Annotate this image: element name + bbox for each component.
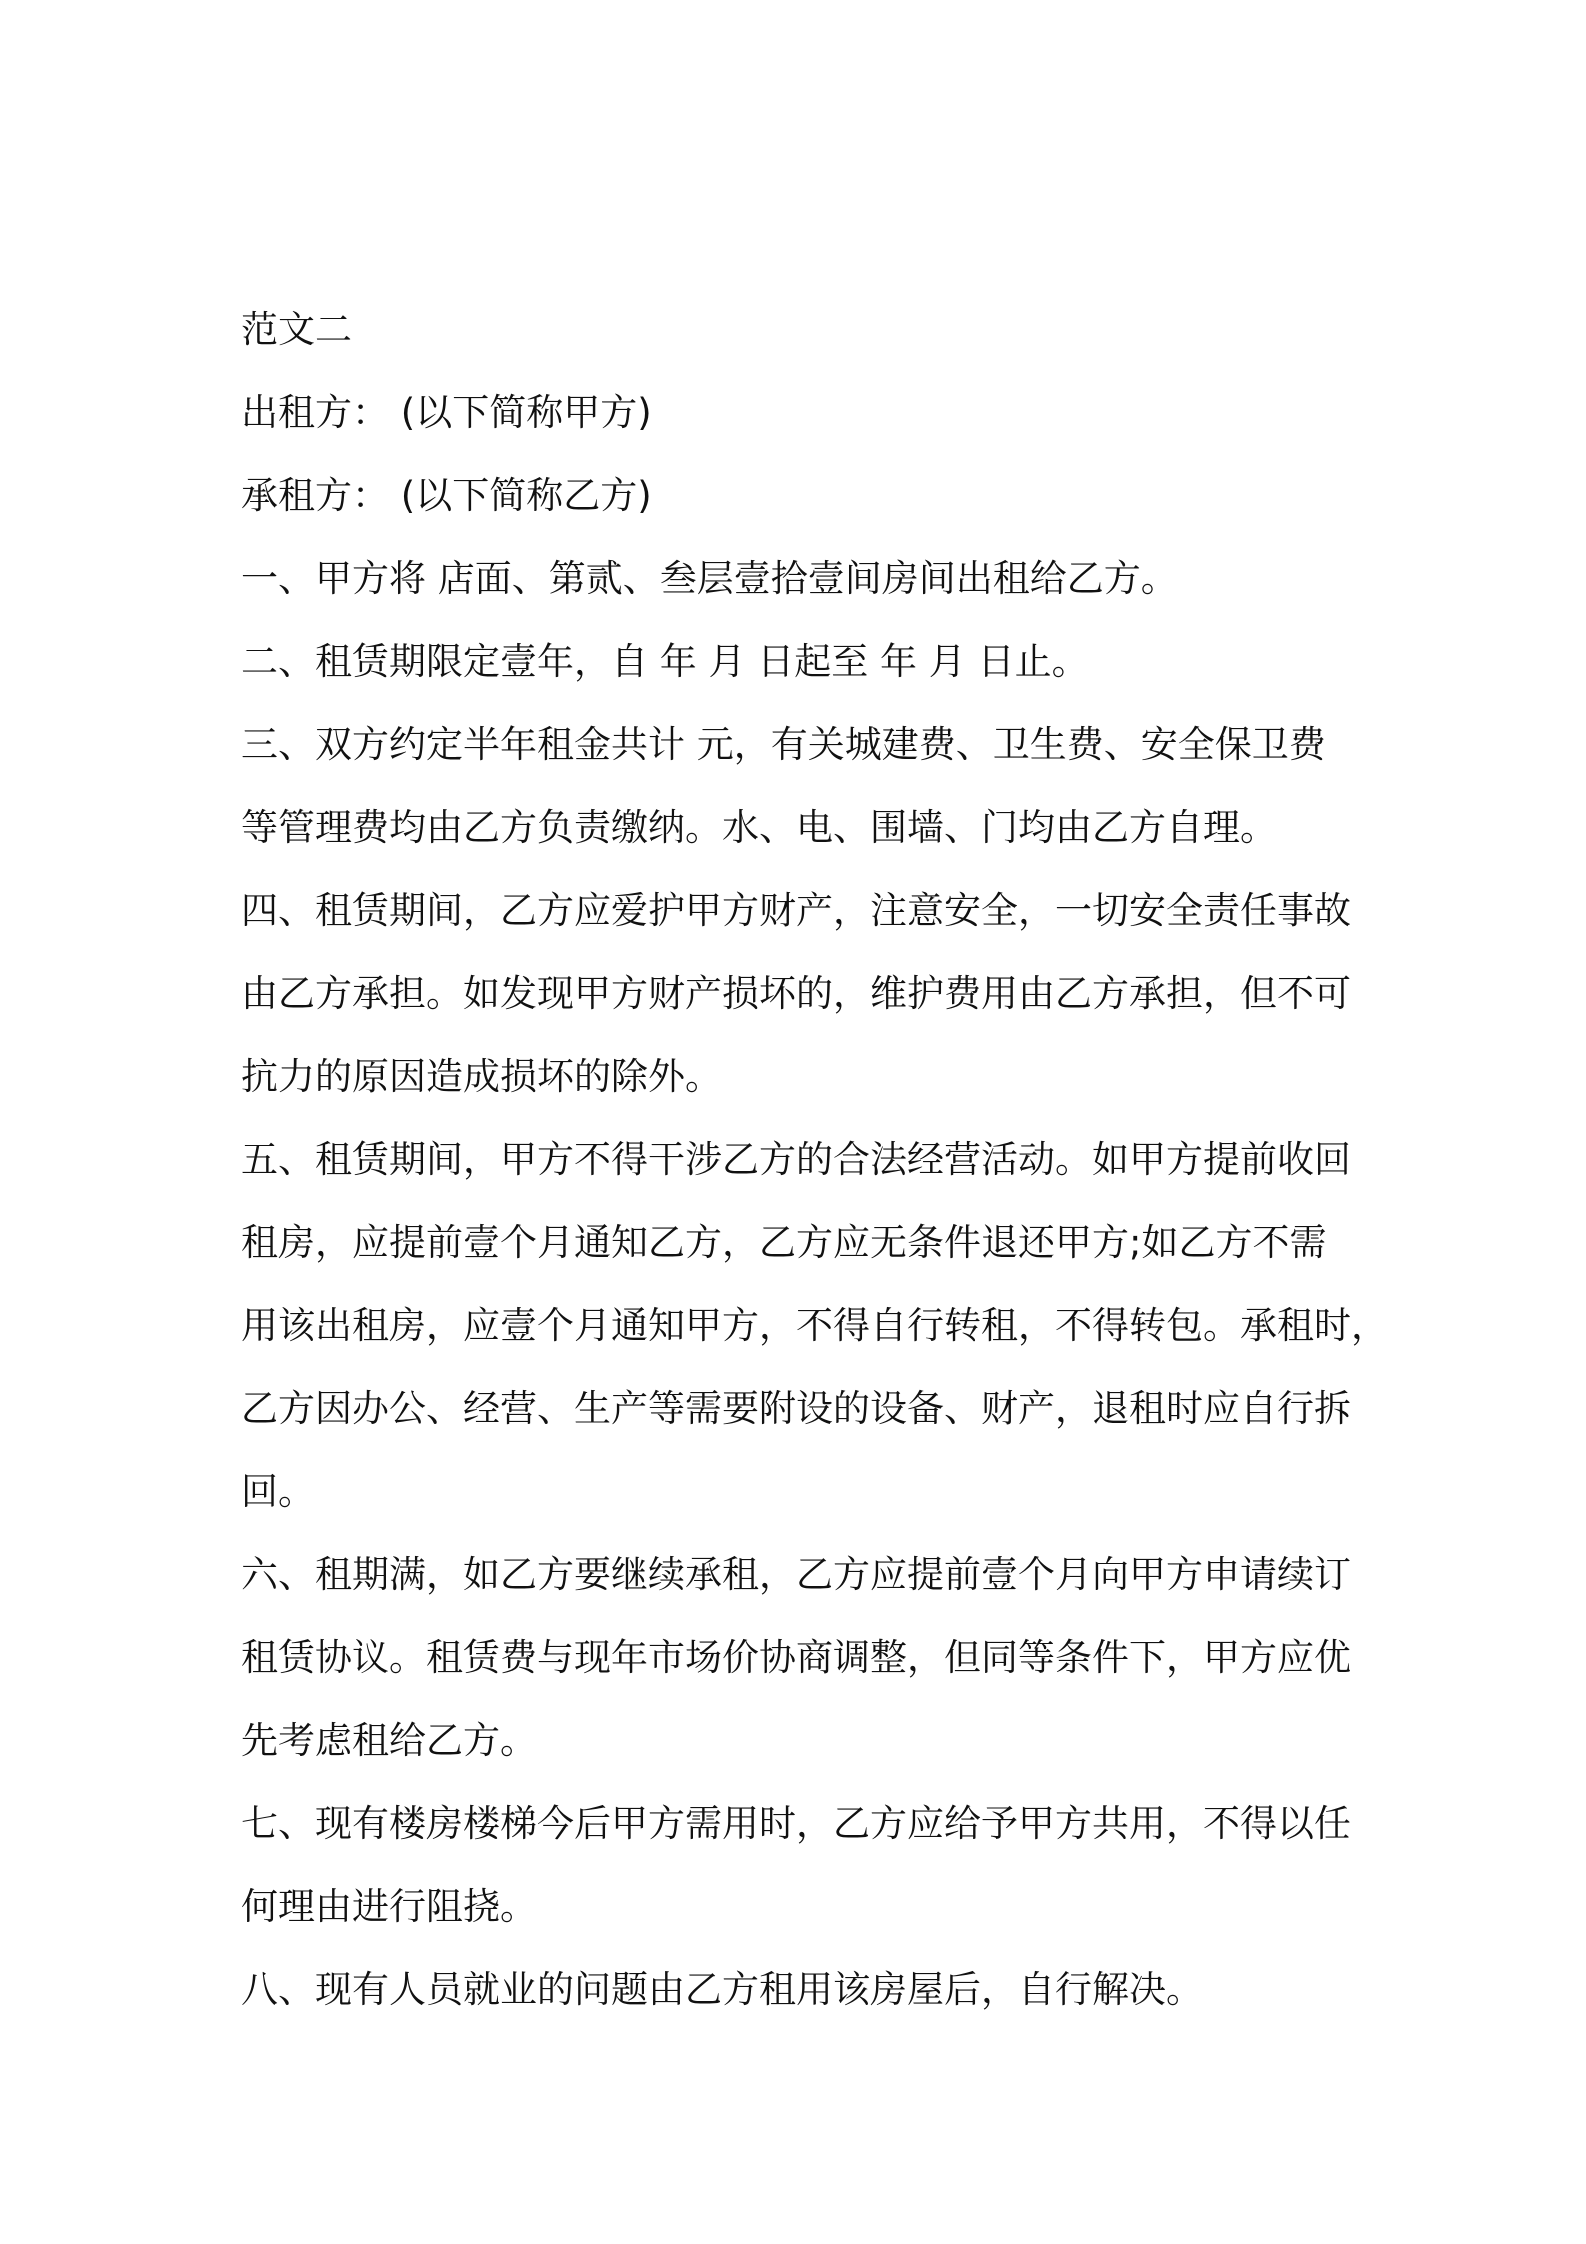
clause-6-line-2: 租赁协议。租赁费与现年市场价协商调整，但同等条件下，甲方应优 xyxy=(241,1636,1351,1679)
clause-5-line-1: 五、租赁期间，甲方不得干涉乙方的合法经营活动。如甲方提前收回 xyxy=(241,1138,1351,1181)
clause-7-line-2: 何理由进行阻挠。 xyxy=(241,1885,537,1928)
clause-5-line-5: 回。 xyxy=(241,1470,315,1513)
clause-6-line-1: 六、租期满，如乙方要继续承租，乙方应提前壹个月向甲方申请续订 xyxy=(241,1553,1351,1596)
doc-title: 范文二 xyxy=(241,308,352,351)
clause-6-line-3: 先考虑租给乙方。 xyxy=(241,1719,537,1762)
clause-7-line-1: 七、现有楼房楼梯今后甲方需用时，乙方应给予甲方共用，不得以任 xyxy=(241,1802,1351,1845)
clause-5-line-3: 用该出租房，应壹个月通知甲方，不得自行转租，不得转包。承租时， xyxy=(241,1304,1388,1347)
clause-2: 二、租赁期限定壹年，自 年 月 日起至 年 月 日止。 xyxy=(241,640,1089,683)
lessor-line: 出租方： (以下简称甲方) xyxy=(241,391,652,434)
clause-3-line-1: 三、双方约定半年租金共计 元，有关城建费、卫生费、安全保卫费 xyxy=(241,723,1326,766)
clause-5-line-2: 租房，应提前壹个月通知乙方，乙方应无条件退还甲方;如乙方不需 xyxy=(241,1221,1327,1264)
lessee-line: 承租方： (以下简称乙方) xyxy=(241,474,652,517)
document-page xyxy=(241,288,1388,2031)
clause-5-line-4: 乙方因办公、经营、生产等需要附设的设备、财产，退租时应自行拆 xyxy=(241,1387,1351,1430)
clause-3-line-2: 等管理费均由乙方负责缴纳。水、电、围墙、门均由乙方自理。 xyxy=(241,806,1277,849)
clause-4-line-3: 抗力的原因造成损坏的除外。 xyxy=(241,1055,722,1098)
clause-8: 八、现有人员就业的问题由乙方租用该房屋后，自行解决。 xyxy=(241,1968,1203,2011)
clause-4-line-2: 由乙方承担。如发现甲方财产损坏的，维护费用由乙方承担，但不可 xyxy=(241,972,1351,1015)
clause-1: 一、甲方将 店面、第贰、叁层壹拾壹间房间出租给乙方。 xyxy=(241,557,1178,600)
clause-4-line-1: 四、租赁期间，乙方应爱护甲方财产，注意安全，一切安全责任事故 xyxy=(241,889,1351,932)
